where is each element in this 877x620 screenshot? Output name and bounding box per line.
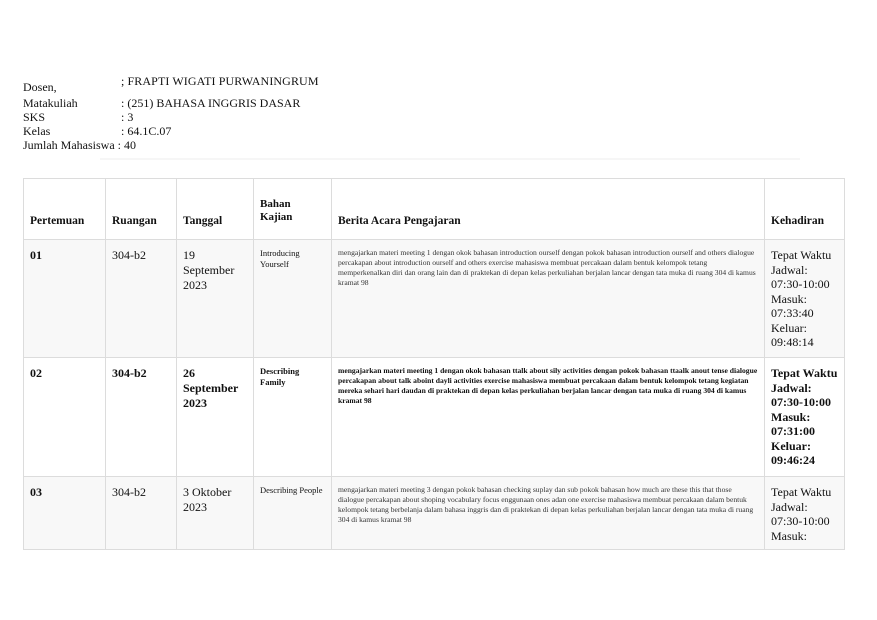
sks-label: SKS xyxy=(23,110,46,124)
cell-kehadiran xyxy=(765,358,845,477)
jadwal-value: 07:30-10:00 xyxy=(771,395,831,409)
keluar-label: Keluar: xyxy=(771,320,807,335)
jadwal-value: 07:30-10:00 xyxy=(771,277,830,291)
cell-pertemuan: 02 xyxy=(24,358,106,477)
jumlah-label: Jumlah Mahasiswa xyxy=(23,138,115,152)
cell-berita-acara: mengajarkan materi meeting 1 dengan okok bahasan ttalk about sily activities dengan pokok bahasan ttaalk anout tense dialogue percakapan about talk aboint dayli activities exercise mahasiswa membuat percakaan dalam bentuk kelompok tetang kegiatan mereka sehari hari daudan di praktekan di depan kelas perkuliahan berjalan lancar dengan tata muka di ruang 304 di kamus kramat 98 xyxy=(332,358,765,477)
matakuliah-value: : (251) BAHASA INGGRIS DASAR xyxy=(121,96,301,110)
dosen-row xyxy=(23,74,319,96)
masuk-label: Masuk: xyxy=(771,409,811,424)
dosen-value: ; FRAPTI WIGATI PURWANINGRUM xyxy=(121,74,319,88)
table-row xyxy=(24,358,845,477)
masuk-label: Masuk: xyxy=(771,291,807,306)
masuk-label: Masuk: xyxy=(771,528,807,543)
cell-tanggal: 3 Oktober 2023 xyxy=(177,477,254,550)
masuk-value: 07:33:40 xyxy=(771,306,814,320)
divider xyxy=(100,158,800,160)
table-header-row xyxy=(24,179,845,240)
table-row xyxy=(24,240,845,358)
cell-kehadiran xyxy=(765,240,845,358)
header-tanggal: Tanggal xyxy=(177,179,254,240)
cell-kehadiran xyxy=(765,477,845,550)
masuk-value: 07:31:00 xyxy=(771,424,815,438)
kelas-value: : 64.1C.07 xyxy=(121,124,172,138)
keluar-label: Keluar: xyxy=(771,438,811,453)
jadwal-value: 07:30-10:00 xyxy=(771,514,830,528)
cell-tanggal: 19 September 2023 xyxy=(177,240,254,358)
keluar-value: 09:46:24 xyxy=(771,453,815,467)
kehadiran-status: Tepat Waktu xyxy=(771,248,832,262)
header-berita-acara: Berita Acara Pengajaran xyxy=(332,179,765,240)
cell-tanggal: 26 September 2023 xyxy=(177,358,254,477)
header-pertemuan: Pertemuan xyxy=(24,179,106,240)
cell-berita-acara: mengajarkan materi meeting 1 dengan okok bahasan introduction ourself dengan pokok bahasan introduction ourself and others dialogue percakapan about introduction ourself and others exercise mahasiswa membuat percakaan dalam bentuk kelompok tetang memperkenalkan diri dan orang lain dan di praktekan di depan kelas perkuliahan berjalan lancar dengan tata muka di ruang 304 di kamus kramat 98 xyxy=(332,240,765,358)
dosen-label: Dosen, xyxy=(23,80,57,94)
jadwal-label: Jadwal: xyxy=(771,262,808,277)
cell-ruangan: 304-b2 xyxy=(106,240,177,358)
jadwal-label: Jadwal: xyxy=(771,499,808,514)
jumlah-value: : 40 xyxy=(117,138,136,152)
sks-row xyxy=(23,110,319,124)
kelas-row xyxy=(23,124,319,138)
cell-pertemuan: 01 xyxy=(24,240,106,358)
cell-bahan-kajian: Describing Family xyxy=(254,358,332,477)
header-kehadiran: Kehadiran xyxy=(765,179,845,240)
kehadiran-status: Tepat Waktu xyxy=(771,366,838,380)
cell-ruangan: 304-b2 xyxy=(106,358,177,477)
cell-bahan-kajian: Introducing Yourself xyxy=(254,240,332,358)
jadwal-label: Jadwal: xyxy=(771,380,812,395)
header-bahan-line1: Bahan xyxy=(260,198,291,210)
cell-berita-acara: mengajarkan materi meeting 3 dengan pokok bahasan checking suplay dan sub pokok bahasan how much are these this that those dialogue percakapan about shoping vocabulary focus enggunaan ones adan one exercise mahasiswa membuat percakaan dalam bentuk kelompok tetang berbelanja dalam bahasa inggris dan di praktekan di depan kelas perkuliahan berjalan lancar dengan tata muka di ruang 304 di kamus kramat 98 xyxy=(332,477,765,550)
course-info xyxy=(23,74,319,152)
attendance-table xyxy=(23,178,845,550)
cell-ruangan: 304-b2 xyxy=(106,477,177,550)
header-bahan-line2: Kajian xyxy=(260,211,293,223)
jumlah-row xyxy=(23,138,319,152)
kelas-label: Kelas xyxy=(23,124,51,138)
cell-bahan-kajian: Describing People xyxy=(254,477,332,550)
sks-value: : 3 xyxy=(121,110,134,124)
cell-pertemuan: 03 xyxy=(24,477,106,550)
table-row xyxy=(24,477,845,550)
matakuliah-label: Matakuliah xyxy=(23,96,78,110)
header-ruangan: Ruangan xyxy=(106,179,177,240)
header-bahan-kajian xyxy=(254,179,332,240)
kehadiran-status: Tepat Waktu xyxy=(771,485,832,499)
keluar-value: 09:48:14 xyxy=(771,335,814,349)
matakuliah-row xyxy=(23,96,319,110)
